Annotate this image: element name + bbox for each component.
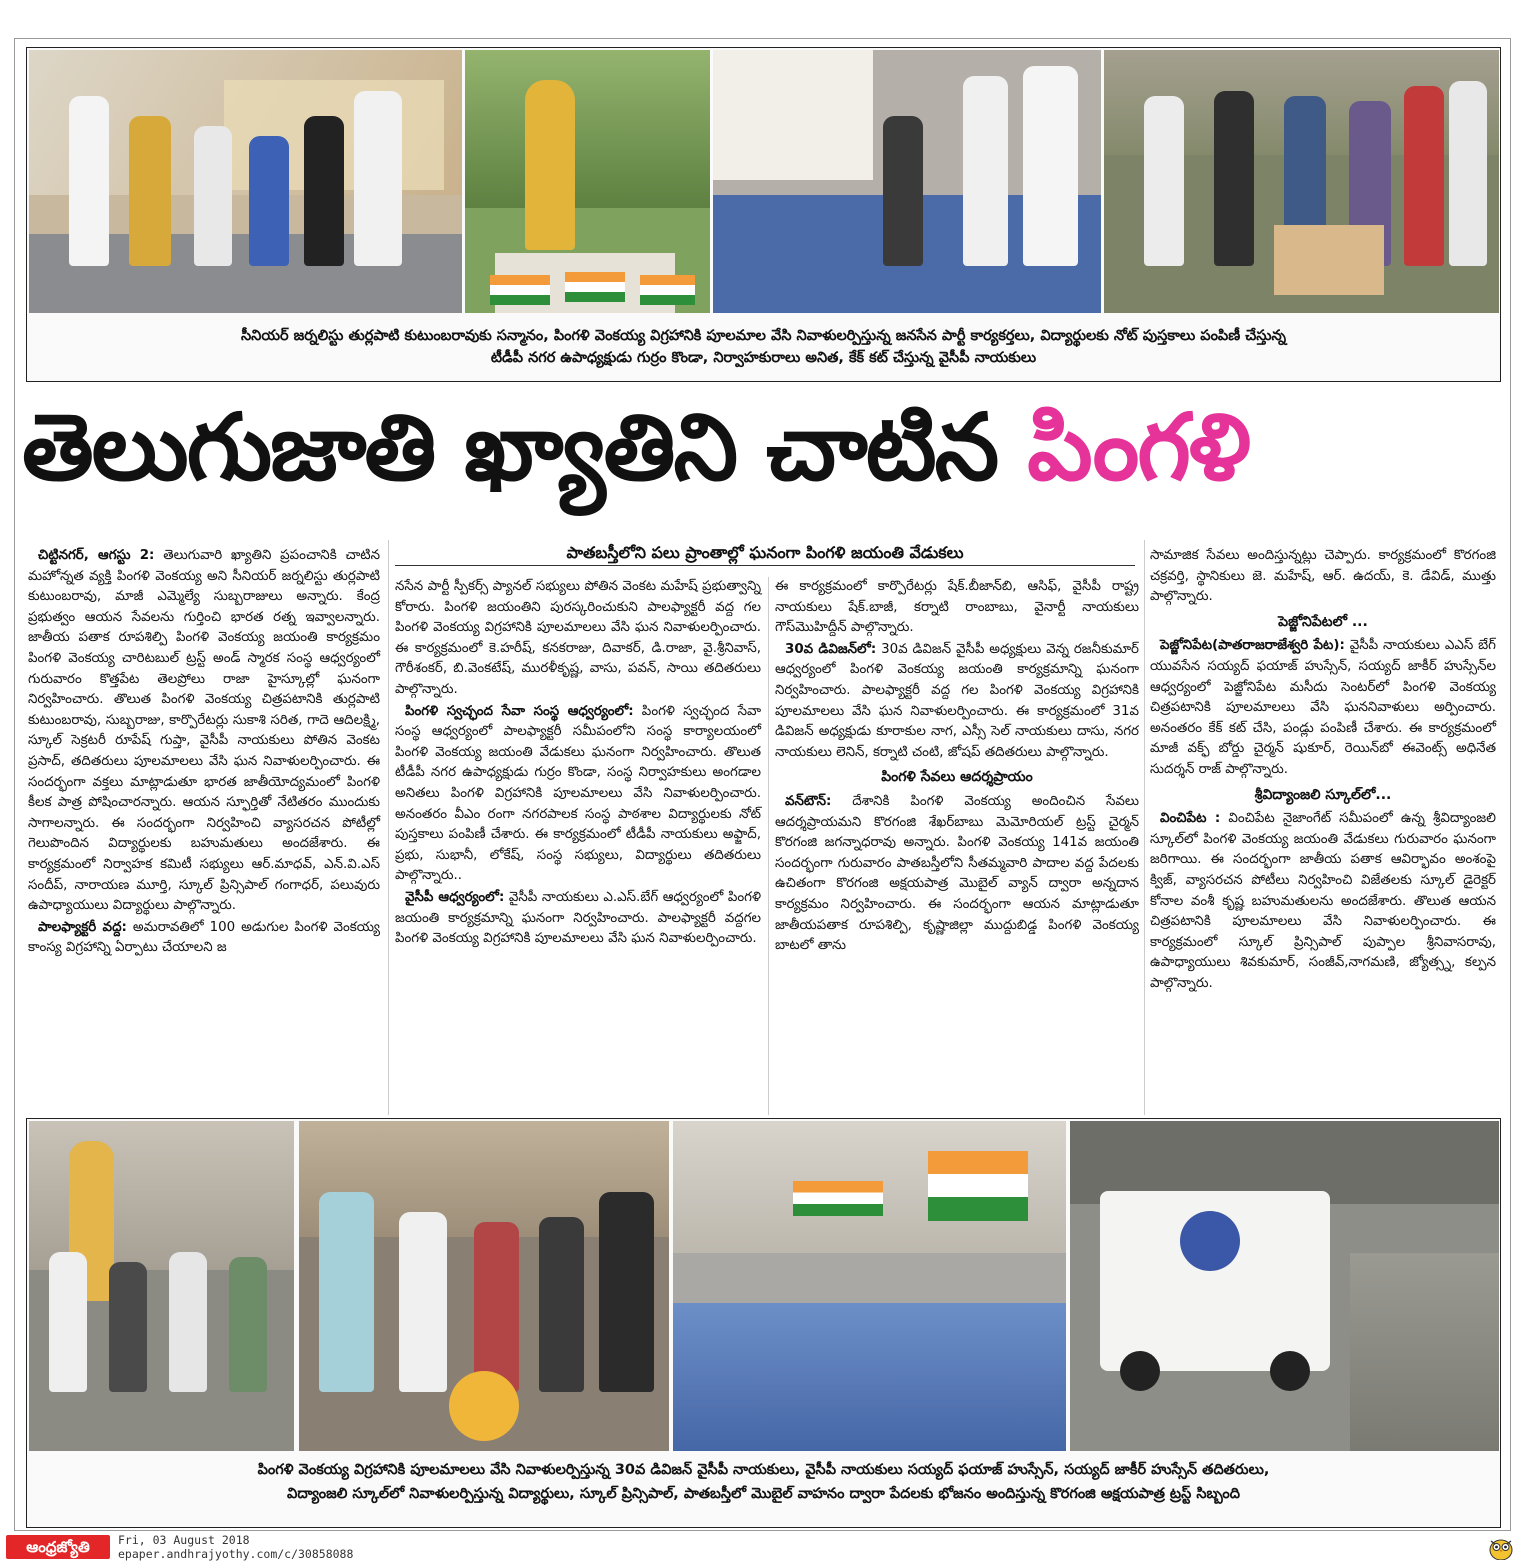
photo-30th-division xyxy=(29,1121,294,1451)
column4-paragraph-1 xyxy=(1150,546,1496,608)
column1-dateline: చిట్టినగర్, ఆగస్టు 2: xyxy=(38,548,155,563)
column-divider-3 xyxy=(1144,540,1145,1115)
bottom-caption-line2: విద్యాంజలి స్కూల్‌లో నివాళులర్పిస్తున్న విద్యార్థులు, స్కూల్ ప్రిన్సిపాల్, పాతబస్తీలో మొబైల్ వాహనం ద్వారా పేదలకు భోజనం అందిస్తున్న కొరగంజి అక్షయపాత్ర ట్రస్ట్ సిబ్బంది xyxy=(287,1486,1240,1502)
column4-text-2: వైసీపీ నాయకులు ఎఎస్ బేగ్ యువసేన సయ్యద్ ఫయాజ్ హుస్సేన్, సయ్యద్ జాకీర్ హుస్సేన్‌ల ఆధ్వర్యంలో పెజ్జోనిపేట మసీదు సెంటర్‌లో పింగళి వెంకయ్య చిత్రపటానికి పూలమాలలు వేసి ఘననివాళులు అర్పించారు. అనంతరం కేక్ కట్ చేసి, పండ్లు పంపిణీ చేశారు. ఈ కార్యక్రమంలో మాజీ వక్ఫ్ బోర్డు చైర్మన్ షుకూర్, రెయిన్‌బో ఈవెంట్స్ అధినేత సుదర్శన్ రాజ్ పాల్గొన్నారు. xyxy=(1150,638,1496,777)
column1-lead-2: పాలఫ్యాక్టరీ వద్ద: xyxy=(38,919,127,935)
column3-lead-3: వన్‌టౌన్: xyxy=(785,793,832,809)
column2-paragraph-2 xyxy=(395,702,761,887)
top-caption-line1: సీనియర్ జర్నలిస్టు తుర్లపాటి కుటుంబరావుకు సన్మానం, పింగళి వెంకయ్య విగ్రహానికి పూలమాల వేసి నివాళులర్పిస్తున్న జనసేన పార్టీ కార్యకర్తలు, విద్యార్థులకు నోట్ పుస్తకాలు పంపిణీ చేస్తున్న xyxy=(241,328,1286,344)
column3-subheading: పింగళి సేవలు ఆదర్శప్రాయం xyxy=(881,769,1033,786)
column4-subheading-1: పెజ్జోనిపేటలో ... xyxy=(1278,613,1368,630)
top-caption-line2: టీడీపీ నగర ఉపాధ్యక్షుడు గుర్రం కొండా, నిర్వాహకురాలు అనిత, కేక్ కట్ చేస్తున్న వైసీపీ నాయకులు xyxy=(490,350,1037,366)
column1-paragraph-2 xyxy=(28,918,380,959)
column-divider-1 xyxy=(388,540,389,1115)
column-divider-2 xyxy=(768,577,769,1115)
column4-lead-3: వించిపేట : xyxy=(1160,811,1221,827)
column1-text-1: తెలుగువారి ఖ్యాతిని ప్రపంచానికి చాటిన మహోన్నత వ్యక్తి పింగళి వెంకయ్య అని సీనియర్ జర్నలిస్టు తుర్లపాటి కుటుంబరావు, మాజీ ఎమ్మెల్యే సుబ్బరాజులు అన్నారు. కేంద్ర ప్రభుత్వం ఆయన సేవలను గుర్తించి భారత రత్న ఇవ్వాలన్నారు. జాతీయ పతాక రూపశిల్పి పింగళి వెంకయ్య జయంతి కార్యక్రమం పింగళి వెంకయ్య చారిటబుల్ ట్రస్ట్ అండ్ స్మారక సంస్థ ఆధ్వర్యంలో గురువారం కొత్తపేట తెలప్రోలు రాజా హైస్కూల్లో ఘనంగా నిర్వహించారు. తొలుత పింగళి వెంకయ్య చిత్రపటానికి తుర్లపాటి కుటుంబరావు, సుబ్బరాజు, కార్పొరేటర్లు సుకాశి సరిత, గాదె ఆదిలక్ష్మి, స్కూల్ సెక్రటరీ రూపేష్ గుప్తా, వైసీపీ నాయకులు పోతిన వెంకట ప్రసాద్, తదితరులు పూలమాలలు వేసి ఘన నివాళులర్పించారు. ఈ సందర్భంగా వక్తలు మాట్లాడుతూ భారత జాతీయోద్యమంలో పింగళి కీలక పాత్ర పోషించారన్నారు. ఆయన స్ఫూర్తితో నేటితరం ముందుకు సాగాలన్నారు. ఈ సందర్భంగా నిర్వహించి వ్యాసరచన పోటీల్లో గెలుపొందిన విద్యార్థులకు బహుమతులు అందజేశారు. ఈ కార్యక్రమంలో నిర్వాహక కమిటీ సభ్యులు ఆర్.మాధవ్, ఎన్.వి.ఎస్ సందీప్, నారాయణ మూర్తి, స్కూల్ ప్రిన్సిపాల్ గంగాధర్, పలువురు ఉపాధ్యాయులు విద్యార్థులు పాల్గొన్నారు. xyxy=(28,548,380,914)
top-photo-box xyxy=(26,47,1501,382)
photo-ysrcp-leaders xyxy=(299,1121,669,1451)
column3-text-2: 30వ డివిజన్ వైసీపీ అధ్యక్షులు వెన్న రజనీకుమార్ ఆధ్వర్యంలో పింగళి వెంకయ్య జయంతి కార్యక్రమాన్ని ఘనంగా నిర్వహించారు. పాలఫ్యాక్టరీ వద్ద గల పింగళి వెంకయ్య విగ్రహానికి పూలమాలలు వేసి ఘన నివాళులర్పించారు. ఈ కార్యక్రమంలో 31వ డివిజన్ అధ్యక్షుడు కూరాకుల నాగ, ఎస్సీ సెల్ నాయకులు దాసు, నగర నాయకులు లెనిన్, కర్నాటి చంటి, జోషప్ తదితరులు పాల్గొన్నారు. xyxy=(775,641,1140,760)
column2-paragraph-3 xyxy=(395,888,761,950)
headline-part1: తెలుగుజాతి ఖ్యాతిని చాటిన xyxy=(22,394,998,501)
column3-paragraph-3 xyxy=(775,792,1139,957)
column2-text-1: నసేన పార్టీ స్పీకర్స్ ప్యానల్ సభ్యులు పోతిన వెంకట మహేష్ ప్రభుత్వాన్ని కోరారు. పింగళి జయంతిని పురస్కరించుకుని పాలఫ్యాక్టరీ వద్ద గల పింగళి వెంకయ్య విగ్రహానికి పూలమాలలు వేసి ఘన నివాళులర్పించారు. ఈ కార్యక్రమంలో కె.హరీష్, కనకరాజు, దివాకర్, డి.రాజా, వై.శ్రీనివాస్, గౌరీశంకర్, బి.వెంకటేష్, మురళీకృష్ణ, వాసు, పవన్, సాయి తదితరులు పాల్గొన్నారు. xyxy=(395,579,761,697)
column4-paragraph-2 xyxy=(1150,636,1496,780)
photo-cake-cutting xyxy=(1104,50,1499,313)
photo-statue-garland xyxy=(465,50,710,313)
owl-icon xyxy=(1488,1536,1514,1560)
andhrajyothy-logo: ఆంధ్రజ్యోతి xyxy=(6,1535,110,1559)
article-column-2 xyxy=(395,577,761,951)
column2-lead-2: పింగళి స్వచ్ఛంద సేవా సంస్థ ఆధ్వర్యంలో: xyxy=(405,703,634,719)
column3-lead-2: 30వ డివిజన్‌లో: xyxy=(785,641,877,657)
article-column-1 xyxy=(28,546,380,960)
photo-felicitation xyxy=(29,50,462,313)
bottom-caption-line1: పింగళి వెంకయ్య విగ్రహానికి పూలమాలలు వేసి నివాళులర్పిస్తున్న 30వ డివిజన్ వైసీపీ నాయకులు, వైసీపీ నాయకులు సయ్యద్ ఫయాజ్ హుస్సేన్, సయ్యద్ జాకీర్ హుస్సేన్ తదితరులు, xyxy=(257,1462,1270,1478)
column3-paragraph-1 xyxy=(775,577,1139,639)
column3-text-3: దేశానికి పింగళి వెంకయ్య అందించిన సేవలు ఆదర్శప్రాయమని కొరగంజి శేఖర్‌బాబు మెమోరియల్ ట్రస్ట్ చైర్మన్ కొరగంజి జగన్నాధరావు అన్నారు. పింగళి వెంకయ్య 141వ జయంతి సందర్భంగా గురువారం పాతబస్తీలోని సీతమ్మవారి పాదాల వద్ద పేదలకు ఉచితంగా కొరగంజి అక్షయపాత్ర మొబైల్ వ్యాన్ ద్వారా అన్నదాన కార్యక్రమం నిర్వహించారు. ఈ సందర్భంగా ఆయన మాట్లాడుతూ జాతీయపతాక రూపశిల్పి, కృష్ణాజిల్లా ముద్దుబిడ్డ పింగళి వెంకయ్య బాటలో తాను xyxy=(775,793,1140,954)
column4-text-1: సామాజిక సేవలు అందిస్తున్నట్లు చెప్పారు. కార్యక్రమంలో కొరగంజి చక్రవర్తి, స్థానికులు జె. మహేష్, ఆర్. ఉదయ్, కె. డేవిడ్, ముత్తు పాల్గొన్నారు. xyxy=(1150,548,1496,605)
column2-text-2: పింగళి స్వచ్ఛంద సేవా సంస్థ ఆధ్వర్యంలో పాలఫ్యాక్టరీ సమీపంలోని సంస్థ కార్యాలయంలో పింగళి వెంకయ్య జయంతి వేడుకలు ఘనంగా నిర్వహించారు. తొలుత టీడీపీ నగర ఉపాధ్యక్షుడు గుర్రం కొండా, సంస్థ నిర్వాహకులు అంగడాల అనితలు పింగళి విగ్రహానికి పూలమాలలు వేసి నివాళులర్పించారు. అనంతరం వీఎం రంగా నగరపాలక సంస్థ పాఠశాల విద్యార్థులకు నోట్ పుస్తకాలు పంపిణీ చేశారు. ఈ కార్యక్రమంలో టీడీపీ నాయకులు అఫ్జాద్, ప్రభు, సుభానీ, లోకేష్, సంస్థ సభ్యులు, విద్యార్థులు తదితరులు పాల్గొన్నారు.. xyxy=(395,703,761,884)
article-column-3 xyxy=(775,577,1139,958)
column4-lead-2: పెజ్జోనిపేట(పాతరాజరాజేశ్వరి పేట): xyxy=(1160,638,1345,654)
column4-paragraph-3 xyxy=(1150,809,1496,994)
subheadline: పాతబస్తీలోని పలు ప్రాంతాల్లో ఘనంగా పింగళి జయంతి వేడుకలు xyxy=(395,541,1135,566)
column1-text-2: అమరావతిలో 100 అడుగుల పింగళి వెంకయ్య కాంస్య విగ్రహాన్ని ఏర్పాటు చేయాలని జ xyxy=(28,919,380,956)
headline-part2: పింగళి xyxy=(1027,394,1249,501)
photo-mobile-van xyxy=(1070,1121,1499,1451)
bottom-photo-box xyxy=(26,1118,1501,1528)
column4-text-3: వించిపేట నైజాంగేట్ సమీపంలో ఉన్న శ్రీవిద్యాంజలి స్కూల్‌లో పింగళి వెంకయ్య జయంతి వేడుకలు గురువారం ఘనంగా జరిగాయి. ఈ సందర్భంగా జాతీయ పతాక ఆవిర్భావం అంశంపై క్విజ్, వ్యాసరచన పోటీలు నిర్వహించి విజేతలకు స్కూల్ డైరెక్టర్ కోనాల వంశీ కృష్ణ బహుమతులను అందజేశారు. తొలుత ఆయన చిత్రపటానికి పూలమాలలు వేసి నివాళులర్పించారు. ఈ కార్యక్రమంలో స్కూల్ ప్రిన్సిపాల్ పుప్పాల శ్రీనివాసరావు, ఉపాధ్యాయులు శివకుమార్, సంజీవ్,నాగమణి, జ్యోత్స్న, కల్పన పాల్గొన్నారు. xyxy=(1150,811,1496,991)
page-footer xyxy=(0,1533,1525,1562)
column4-subheading-2: శ్రీవిద్యాంజలి స్కూల్‌లో... xyxy=(1254,786,1392,803)
column1-paragraph-1 xyxy=(28,546,380,917)
photo-notebook-distribution xyxy=(713,50,1101,313)
main-headline xyxy=(22,393,1502,503)
column3-text-1: ఈ కార్యక్రమంలో కార్పొరేటర్లు షేక్.బీజాన్‌బి, ఆసిఫ్, వైసీపీ రాష్ట్ర నాయకులు షేక్.బాజీ, కర్నాటి రాంబాబు, వైనార్టీ నాయకులు గౌస్‌మొహిద్దీన్ పాల్గొన్నారు. xyxy=(775,579,1139,636)
photo-vidyanjali-school xyxy=(673,1121,1066,1451)
article-column-4 xyxy=(1150,546,1496,995)
epaper-url[interactable]: epaper.andhrajyothy.com/c/30858088 xyxy=(118,1547,354,1561)
column2-lead-3: వైసీపీ ఆధ్వర్యంలో: xyxy=(405,889,505,905)
column3-paragraph-2 xyxy=(775,640,1139,764)
edition-date: Fri, 03 August 2018 xyxy=(118,1533,250,1547)
column2-paragraph-1 xyxy=(395,577,761,701)
column2-text-3: వైసీపీ నాయకులు ఎ.ఎస్.బేగ్ ఆధ్వర్యంలో పింగళి జయంతి కార్యక్రమాన్ని ఘనంగా నిర్వహించారు. పాలఫ్యాక్టరీ వద్దగల పింగళి వెంకయ్య విగ్రహానికి పూలమాలలు వేసి ఘన నివాళులర్పించారు. xyxy=(395,889,761,947)
